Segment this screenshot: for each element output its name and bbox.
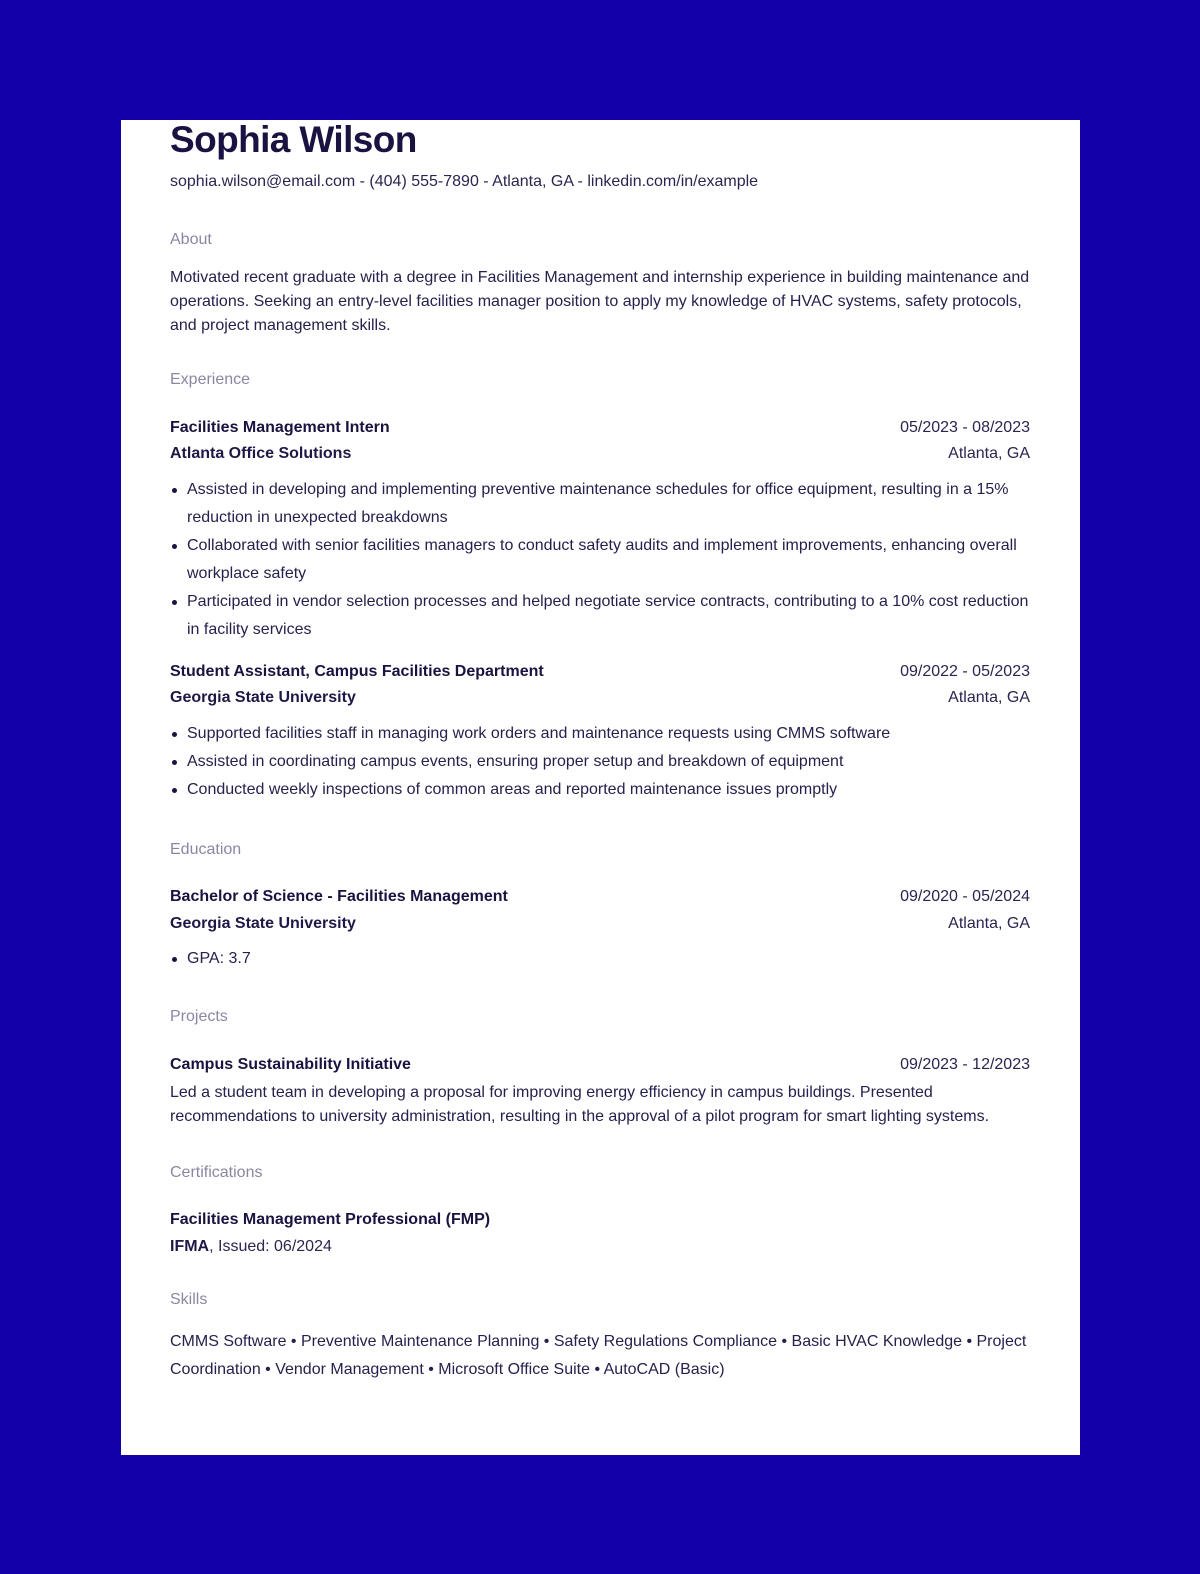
list-item: Supported facilities staff in managing work orders and maintenance requests using CMMS software	[187, 720, 1030, 748]
job-location: Atlanta, GA	[948, 689, 1030, 706]
job-bullets	[170, 720, 1030, 804]
certification-item	[170, 1210, 1030, 1257]
list-item: Conducted weekly inspections of common areas and reported maintenance issues promptly	[187, 776, 1030, 804]
list-item: GPA: 3.7	[187, 945, 1030, 973]
job-location: Atlanta, GA	[948, 445, 1030, 462]
job-dates: 05/2023 - 08/2023	[900, 419, 1030, 436]
project-dates: 09/2023 - 12/2023	[900, 1056, 1030, 1073]
education-dates: 09/2020 - 05/2024	[900, 888, 1030, 905]
list-item: Assisted in developing and implementing preventive maintenance schedules for office equipment, resulting in a 15% reduction in unexpected breakdowns	[187, 476, 1030, 532]
section-title-certifications: Certifications	[170, 1164, 263, 1181]
company-name: Georgia State University	[170, 689, 356, 706]
experience-header	[170, 418, 1030, 438]
resume-page	[121, 120, 1080, 1455]
section-title-projects: Projects	[170, 1008, 228, 1025]
contact-line: sophia.wilson@email.com - (404) 555-7890 - Atlanta, GA - linkedin.com/in/example	[170, 173, 759, 190]
job-bullets	[170, 476, 1030, 644]
education-bullets	[170, 945, 1030, 973]
skills-list: CMMS Software • Preventive Maintenance Planning • Safety Regulations Compliance • Basic HVAC Knowledge • Project Coordination • Vendor Management • Microsoft Office Suite • AutoCAD (Basic)	[170, 1333, 1027, 1378]
certification-name: Facilities Management Professional (FMP)	[170, 1211, 491, 1228]
job-title: Facilities Management Intern	[170, 419, 390, 436]
list-item: Participated in vendor selection processes and helped negotiate service contracts, contributing to a 10% cost reduction in facility services	[187, 588, 1030, 644]
section-title-education: Education	[170, 841, 242, 858]
experience-item	[170, 662, 1030, 804]
experience-item	[170, 418, 1030, 644]
job-dates: 09/2022 - 05/2023	[900, 663, 1030, 680]
certification-issued-date: , Issued: 06/2024	[209, 1238, 332, 1255]
experience-header	[170, 662, 1030, 682]
degree-name: Bachelor of Science - Facilities Management	[170, 888, 508, 905]
school-name: Georgia State University	[170, 915, 356, 932]
project-header	[170, 1055, 1030, 1075]
candidate-name: Sophia Wilson	[170, 119, 417, 160]
certification-details	[170, 1237, 1030, 1257]
school-location: Atlanta, GA	[948, 915, 1030, 932]
company-name: Atlanta Office Solutions	[170, 445, 352, 462]
project-item	[170, 1055, 1030, 1129]
experience-subheader	[170, 688, 1030, 708]
about-text: Motivated recent graduate with a degree in Facilities Management and internship experience in building maintenance and operations. Seeking an entry-level facilities manager position to apply my knowledge of HVAC systems, safety protocols, and project management skills.	[170, 269, 1030, 334]
project-name: Campus Sustainability Initiative	[170, 1056, 411, 1073]
education-header	[170, 887, 1030, 907]
section-title-about: About	[170, 231, 212, 248]
section-title-skills: Skills	[170, 1291, 208, 1308]
project-description: Led a student team in developing a proposal for improving energy efficiency in campus buildings. Presented recommendations to university administration, resulting in the approval of a pilot program for smart lighting systems.	[170, 1084, 990, 1125]
list-item: Collaborated with senior facilities managers to conduct safety audits and implement improvements, enhancing overall workplace safety	[187, 532, 1030, 588]
certification-header	[170, 1210, 1030, 1230]
job-title: Student Assistant, Campus Facilities Department	[170, 663, 544, 680]
list-item: Assisted in coordinating campus events, ensuring proper setup and breakdown of equipment	[187, 748, 1030, 776]
education-subheader	[170, 914, 1030, 934]
education-item	[170, 887, 1030, 973]
experience-subheader	[170, 444, 1030, 464]
certification-issuer: IFMA	[170, 1238, 210, 1255]
section-title-experience: Experience	[170, 371, 251, 388]
